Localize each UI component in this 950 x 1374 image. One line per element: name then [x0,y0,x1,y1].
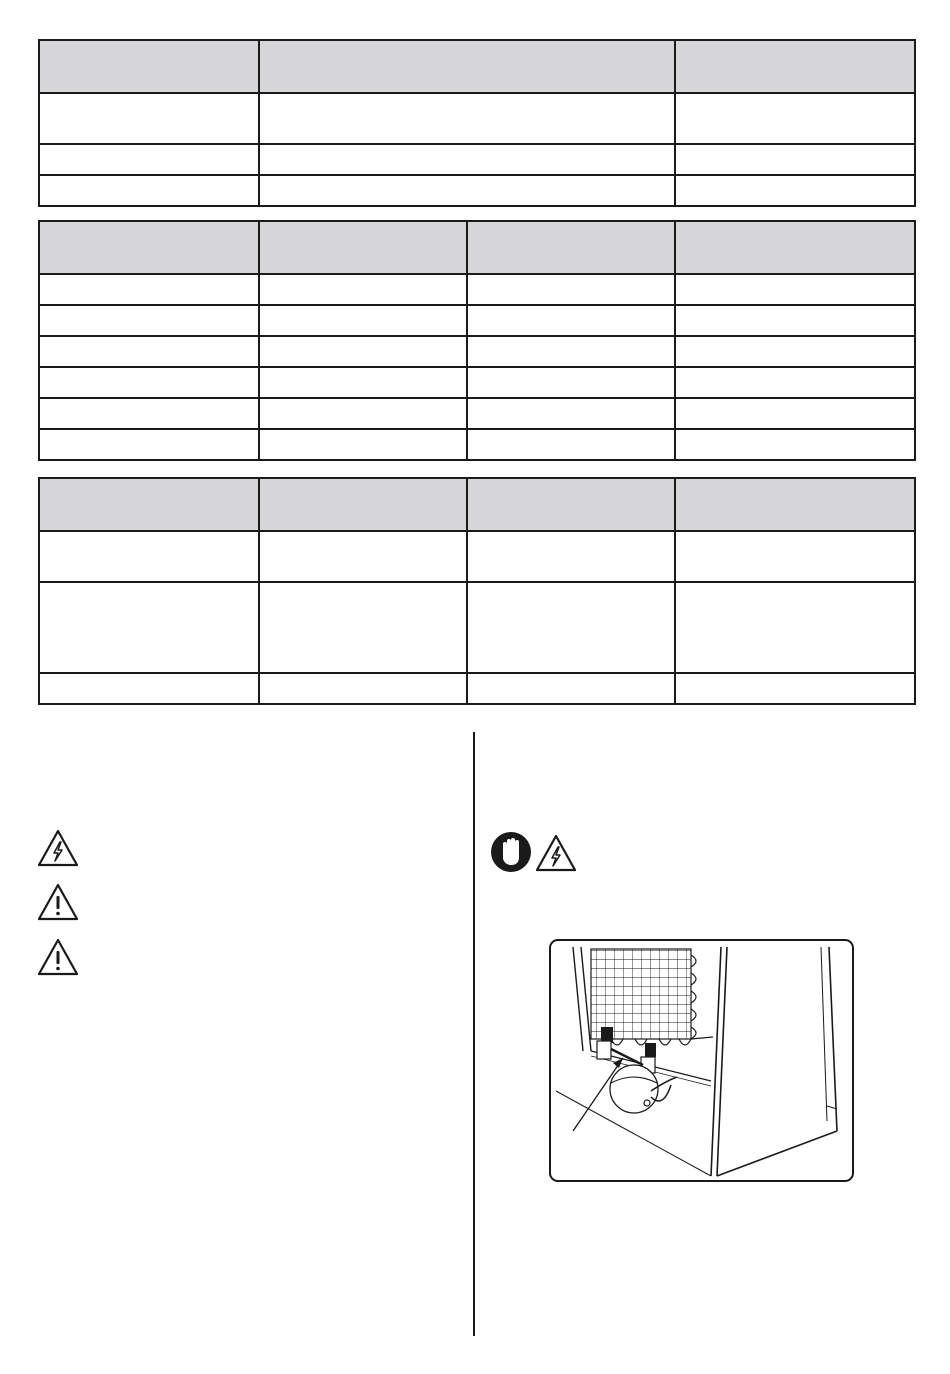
refrigerator-drawing [551,941,854,1182]
table-cell [259,305,467,336]
header-cell [467,221,675,274]
table-header-row [39,221,915,274]
table-cell [467,531,675,582]
table-cell [259,531,467,582]
table-cell [675,429,915,460]
spec-table-2 [38,220,916,461]
table-row [39,305,915,336]
table-cell [675,175,915,206]
table-row [39,367,915,398]
table-cell [467,305,675,336]
table-cell [39,531,259,582]
table-cell [39,582,259,673]
table-cell [259,582,467,673]
table-cell [675,367,915,398]
table-cell [259,144,675,175]
table-cell [39,336,259,367]
table-cell [675,305,915,336]
general-warning-icon [36,937,80,977]
table-row [39,336,915,367]
table-cell [39,175,259,206]
table-row [39,582,915,673]
table-cell [259,274,467,305]
table-cell [39,144,259,175]
header-cell [259,221,467,274]
table-row [39,673,915,704]
header-cell [259,478,467,531]
table-cell [39,274,259,305]
table-cell [259,367,467,398]
table-cell [675,673,915,704]
table-cell [675,531,915,582]
table-cell [39,305,259,336]
general-warning-icon [36,882,80,922]
table-row [39,175,915,206]
table-row [39,144,915,175]
header-cell [675,478,915,531]
table-row [39,93,915,144]
header-cell [39,221,259,274]
table-cell [39,429,259,460]
spec-table-1 [38,39,916,207]
table-cell [39,398,259,429]
header-cell [675,221,915,274]
table-cell [39,673,259,704]
table-cell [675,398,915,429]
table-cell [467,582,675,673]
header-cell [467,478,675,531]
table-cell [467,274,675,305]
table-cell [467,367,675,398]
header-cell [39,478,259,531]
table-cell [259,175,675,206]
refrigerator-rear-illustration [549,939,854,1182]
table-cell [467,429,675,460]
table-row [39,398,915,429]
table-cell [259,429,467,460]
table-cell [675,274,915,305]
table-cell [675,93,915,144]
table-cell [675,336,915,367]
stop-hand-icon [490,831,532,873]
table-cell [39,93,259,144]
spec-table-3 [38,477,916,705]
header-cell [39,40,259,93]
table-cell [259,93,675,144]
table-row [39,429,915,460]
table-cell [259,398,467,429]
table-header-row [39,40,915,93]
table-header-row [39,478,915,531]
table-cell [467,336,675,367]
table-cell [467,673,675,704]
header-cell [259,40,675,93]
table-cell [467,398,675,429]
table-cell [675,582,915,673]
column-divider [473,732,475,1336]
table-cell [259,336,467,367]
electric-shock-warning-icon [36,828,80,868]
table-row [39,274,915,305]
table-row [39,531,915,582]
header-cell [675,40,915,93]
electric-shock-warning-icon [534,833,578,873]
table-cell [675,144,915,175]
table-cell [39,367,259,398]
table-cell [259,673,467,704]
